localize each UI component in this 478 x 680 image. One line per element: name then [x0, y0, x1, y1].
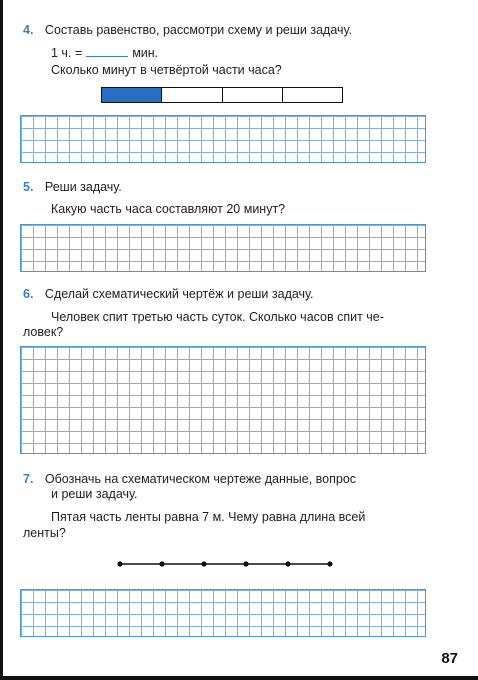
task-4-question: Сколько минут в четвёртой части часа?: [51, 63, 282, 77]
answer-grid-task-7[interactable]: [20, 589, 426, 637]
fraction-bar-segment: [162, 88, 222, 102]
task-6-question-line-2: ловек?: [23, 325, 64, 339]
answer-grid-task-4[interactable]: [20, 115, 426, 163]
ribbon-point: [327, 561, 332, 566]
task-4-number: 4.: [23, 23, 34, 37]
task-7-header: [23, 472, 356, 487]
task-7-instruction-line-2: и реши задачу.: [51, 487, 138, 501]
task-5-question: Какую часть часа составляют 20 минут?: [51, 202, 286, 216]
task-7-question-line-2: ленты?: [23, 526, 66, 540]
task-5-number: 5.: [23, 180, 34, 194]
task-7-question-line-1: Пятая часть ленты равна 7 м. Чему равна длина всей: [51, 510, 366, 524]
task-5-header: [23, 180, 122, 195]
fraction-bar-segment: [283, 88, 342, 102]
task-6-header: [23, 287, 314, 302]
answer-blank[interactable]: [86, 46, 128, 57]
ribbon-point: [117, 561, 122, 566]
answer-grid-task-6[interactable]: [20, 346, 426, 454]
page-number: 87: [441, 650, 458, 667]
ribbon-point: [159, 561, 164, 566]
task-7-instruction-line-1: Обозначь на схематическом чертеже данные, вопрос: [44, 472, 357, 486]
task-6-number: 6.: [23, 287, 34, 301]
answer-grid-task-5[interactable]: [20, 224, 426, 272]
task-6-instruction: Сделай схематический чертёж и реши задачу.: [44, 287, 314, 301]
ribbon-point: [285, 561, 290, 566]
equation-right: мин.: [132, 46, 159, 60]
ribbon-segment-diagram: [112, 556, 338, 572]
task-7-number: 7.: [23, 472, 34, 486]
task-4-header: [23, 23, 352, 38]
task-6-question-line-1: Человек спит третью часть суток. Сколько часов спит че-: [51, 310, 384, 324]
task-4-equation: [51, 46, 158, 61]
task-4-instruction: Составь равенство, рассмотри схему и реши задачу.: [44, 23, 353, 37]
page-edge-bottom: [0, 676, 478, 680]
page-edge-left: [0, 0, 3, 680]
ribbon-point: [243, 561, 248, 566]
fraction-bar: [101, 87, 343, 103]
ribbon-point: [201, 561, 206, 566]
equation-left: 1 ч. =: [51, 46, 83, 60]
fraction-bar-segment-filled: [102, 88, 162, 102]
fraction-bar-segment: [223, 88, 283, 102]
task-5-instruction: Реши задачу.: [44, 180, 122, 194]
